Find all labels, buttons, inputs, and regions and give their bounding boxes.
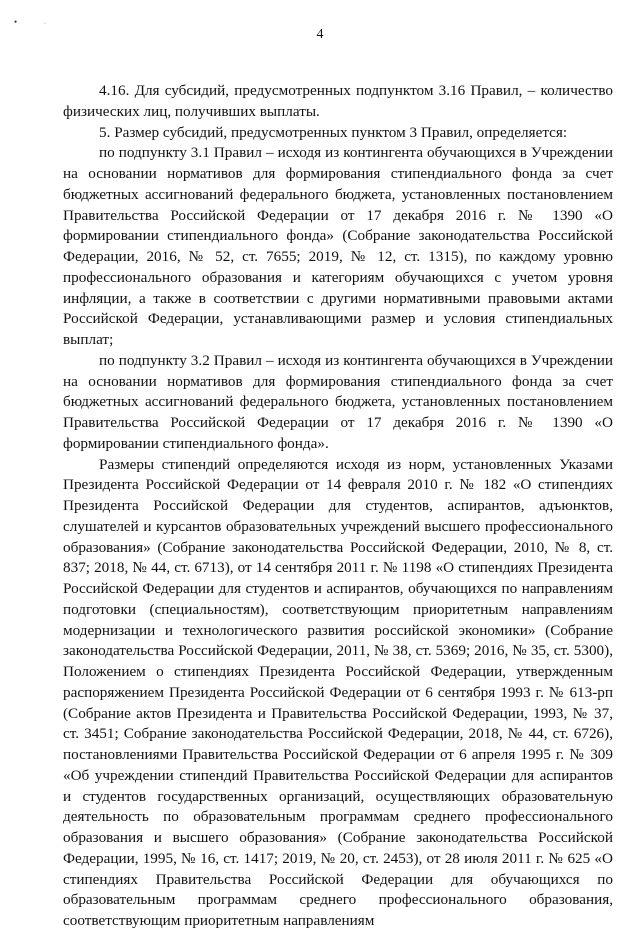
paragraph-subpoint-3-1: по подпункту 3.1 Правил – исходя из контингента обучающихся в Учреждении на основании нормативов для формирования стипендиального фонда за счет бюджетных ассигнований федерального бюджета, установленных постановлением Правительства Российской Федерации от 17 декабря 2016 г. № 1390 «О формировании стипендиального фонда» (Собрание законодательства Российской Федерации, 2016, № 52, ст. 7655; 2019, № 12, ст. 1315), по каждому уровню профессионального образования и категориям обучающихся с учетом уровня инфляции, а также в соответствии с другими нормативными правовыми актами Российской Федерации, устанавливающими размер и условия стипендиальных выплат; — [63, 144, 613, 348]
paragraph-subpoint-3-2: по подпункту 3.2 Правил – исходя из контингента обучающихся в Учреждении на основании нормативов для формирования стипендиального фонда за счет бюджетных ассигнований федерального бюджета, установленных постановлением Правительства Российской Федерации от 17 декабря 2016 г. № 1390 «О формировании стипендиального фонда». — [63, 351, 613, 452]
scan-speck: · — [44, 21, 46, 27]
paragraph-4-16: 4.16. Для субсидий, предусмотренных подпунктом 3.16 Правил, – количество физических лиц, получивших выплаты. — [63, 82, 613, 120]
document-body — [63, 81, 613, 932]
scan-speck: • — [14, 17, 18, 27]
paragraph-scholarship-sizes: Размеры стипендий определяются исходя из норм, установленных Указами Президента Российской Федерации от 14 февраля 2010 г. № 182 «О стипендиях Президента Российской Федерации для студентов, аспирантов, адъюнктов, слушателей и курсантов образовательных учреждений высшего профессионального образования» (Собрание законодательства Российской Федерации, 2010, № 8, ст. 837; 2018, № 44, ст. 6713), от 14 сентября 2011 г. № 1198 «О стипендиях Президента Российской Федерации для студентов и аспирантов, обучающихся по направлениям подготовки (специальностям), соответствующим приоритетным направлениям модернизации и технологического развития российской экономики» (Собрание законодательства Российской Федерации, 2011, № 38, ст. 5369; 2016, № 35, ст. 5300), Положением о стипендиях Президента Российской Федерации, утвержденным распоряжением Президента Российской Федерации от 6 сентября 1993 г. № 613-рп (Собрание актов Президента и Правительства Российской Федерации, 1993, № 37, ст. 3451; Собрание законодательства Российской Федерации, 2018, № 44, ст. 6726), постановлениями Правительства Российской Федерации от 6 апреля 1995 г. № 309 «Об учреждении стипендий Правительства Российской Федерации для аспирантов и студентов государственных организаций, осуществляющих образовательную деятельность по образовательным программам среднего профессионального образования и высшего образования» (Собрание законодательства Российской Федерации, 1995, № 16, ст. 1417; 2019, № 20, ст. 2453), от 28 июля 2011 г. № 625 «О стипендиях Правительства Российской Федерации для обучающихся по образовательным программам среднего профессионального образования, соответствующим приоритетным направлениям — [63, 455, 613, 929]
page-number: 4 — [316, 27, 324, 42]
paragraph-5: 5. Размер субсидий, предусмотренных пунктом 3 Правил, определяется: — [99, 123, 568, 141]
